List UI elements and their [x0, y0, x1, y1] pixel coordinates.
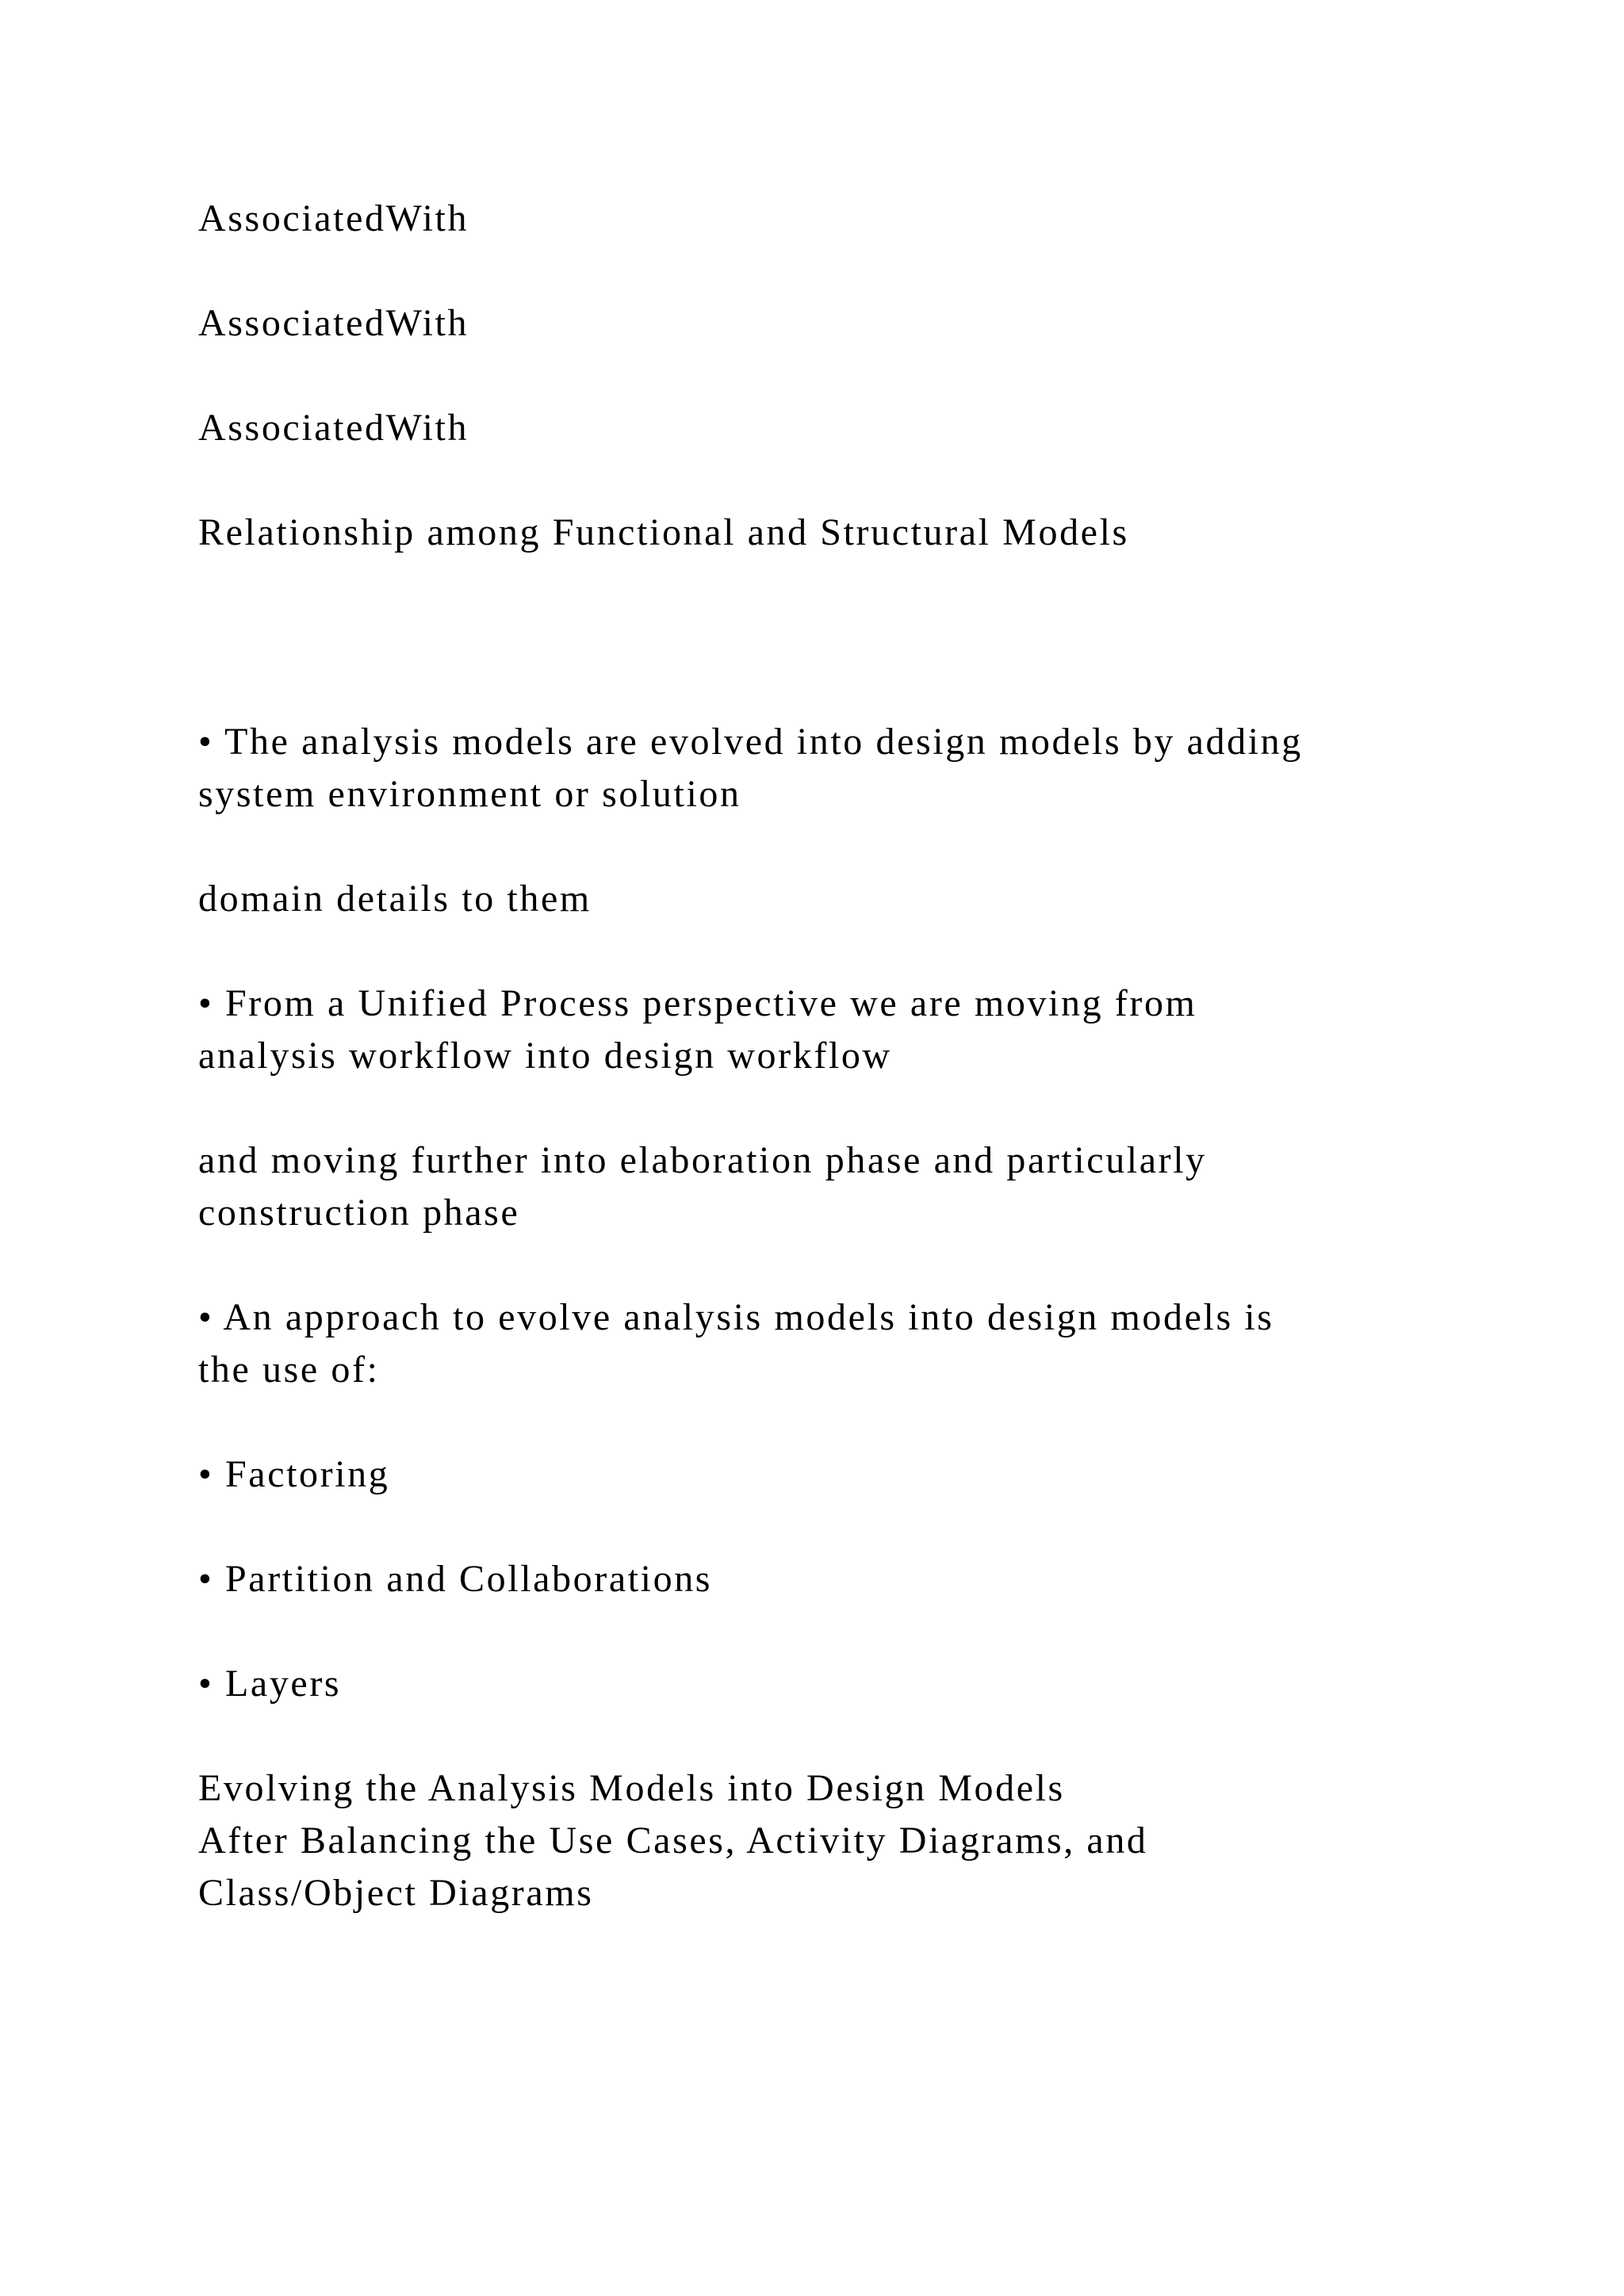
- bullet-layers: • Layers: [198, 1663, 342, 1705]
- bullet-approach-line-1: • An approach to evolve analysis models into design models is: [198, 1296, 1274, 1338]
- subheading-balancing-line-1: After Balancing the Use Cases, Activity Diagrams, and: [198, 1820, 1148, 1862]
- text-line-associatedwith-2: AssociatedWith: [198, 302, 469, 344]
- bullet-unified-process-line-1: • From a Unified Process perspective we are moving from: [198, 982, 1197, 1024]
- paragraph-elaboration-line-1: and moving further into elaboration phase and particularly: [198, 1139, 1207, 1181]
- heading-evolving-analysis-models: Evolving the Analysis Models into Design Models: [198, 1767, 1065, 1809]
- subheading-balancing-line-2: Class/Object Diagrams: [198, 1872, 594, 1914]
- bullet-partition-collaborations: • Partition and Collaborations: [198, 1558, 713, 1600]
- text-line-associatedwith-1: AssociatedWith: [198, 197, 469, 239]
- bullet-unified-process-line-2: analysis workflow into design workflow: [198, 1035, 892, 1077]
- paragraph-elaboration-line-2: construction phase: [198, 1192, 520, 1234]
- bullet-factoring: • Factoring: [198, 1453, 390, 1495]
- bullet-analysis-models-line-2: system environment or solution: [198, 773, 741, 815]
- text-line-associatedwith-3: AssociatedWith: [198, 407, 469, 449]
- paragraph-domain-details: domain details to them: [198, 878, 592, 920]
- section-caption-relationship: Relationship among Functional and Structural Models: [198, 511, 1129, 553]
- bullet-analysis-models-line-1: • The analysis models are evolved into design models by adding: [198, 721, 1303, 763]
- bullet-approach-line-2: the use of:: [198, 1349, 380, 1391]
